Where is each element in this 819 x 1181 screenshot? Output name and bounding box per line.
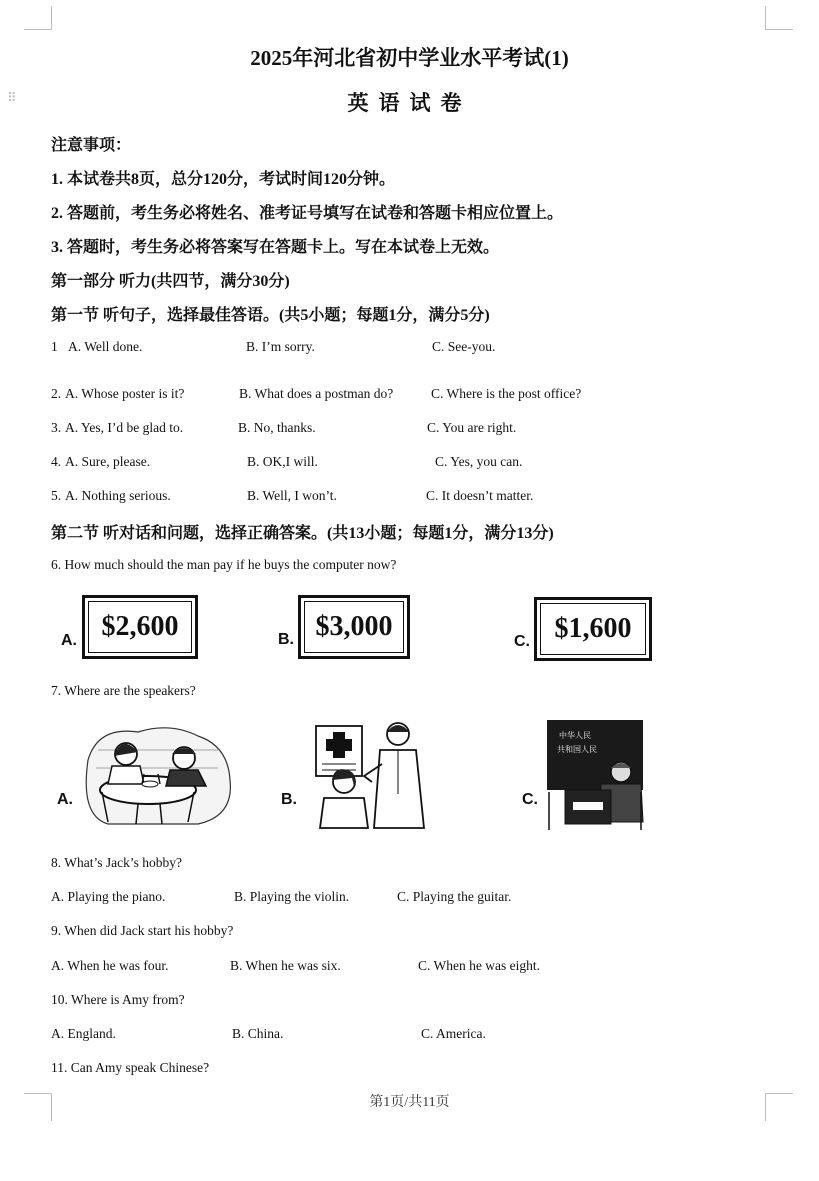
- option-label: A.: [57, 791, 73, 808]
- question-6-text: 6. How much should the man pay if he buys the computer now?: [51, 557, 397, 572]
- q10-option-a: A. England.: [51, 1026, 116, 1041]
- q8-option-c: C. Playing the guitar.: [397, 889, 512, 904]
- option-b: B. Well, I won’t.: [247, 488, 337, 503]
- note-item-2: 2. 答题前，考生务必将姓名、准考证号填写在试卷和答题卡相应位置上。: [51, 205, 564, 222]
- board-text-line-1: 中华人民: [559, 731, 591, 740]
- price-tag: [298, 595, 410, 659]
- price-amount: $1,600: [540, 603, 646, 655]
- crop-mark-top-left: [24, 6, 52, 30]
- restaurant-scene-icon: [78, 720, 234, 830]
- section2-heading: 第二节 听对话和问题，选择正确答案。(共13小题；每题1分，满分13分): [51, 525, 554, 542]
- option-a: A. Whose poster is it?: [65, 386, 185, 401]
- option-a: A. Sure, please.: [65, 454, 151, 469]
- board-text-line-2: 共和国人民: [557, 745, 597, 754]
- q8-option-b: B. Playing the violin.: [234, 889, 350, 904]
- question-11-text: 11. Can Amy speak Chinese?: [51, 1060, 210, 1075]
- note-item-3: 3. 答题时，考生务必将答案写在答题卡上。写在本试卷上无效。: [51, 239, 500, 256]
- option-b: B. I’m sorry.: [246, 339, 315, 354]
- classroom-scene-icon: [545, 718, 645, 830]
- q10-option-b: B. China.: [232, 1026, 284, 1041]
- option-label: C.: [514, 633, 530, 650]
- q9-option-b: B. When he was six.: [230, 958, 341, 973]
- question-10-text: 10. Where is Amy from?: [51, 992, 185, 1007]
- option-c: C. Yes, you can.: [435, 454, 523, 469]
- crop-mark-top-right: [765, 6, 793, 30]
- q9-option-c: C. When he was eight.: [418, 958, 540, 973]
- notes-heading: 注意事项：: [51, 137, 132, 154]
- option-b: B. OK,I will.: [247, 454, 318, 469]
- option-b: B. What does a postman do?: [239, 386, 394, 401]
- hospital-scene-icon: [302, 720, 428, 830]
- option-label: A.: [61, 632, 77, 649]
- question-number: 1: [51, 339, 58, 354]
- option-b: B. No, thanks.: [238, 420, 316, 435]
- option-c: C. Where is the post office?: [431, 386, 582, 401]
- question-7-text: 7. Where are the speakers?: [51, 683, 196, 698]
- option-a: A. Yes, I’d be glad to.: [65, 420, 184, 435]
- price-tag: [534, 597, 652, 661]
- question-number: 2.: [51, 386, 62, 401]
- option-label: B.: [281, 791, 297, 808]
- price-amount: $3,000: [304, 601, 404, 653]
- option-c: C. It doesn’t matter.: [426, 488, 534, 503]
- section1-heading: 第一节 听句子，选择最佳答语。(共5小题；每题1分，满分5分): [51, 307, 490, 324]
- question-8-text: 8. What’s Jack’s hobby?: [51, 855, 182, 870]
- option-c: C. See-you.: [432, 339, 496, 354]
- q10-option-c: C. America.: [421, 1026, 486, 1041]
- question-number: 5.: [51, 488, 62, 503]
- note-item-1: 1. 本试卷共8页，总分120分，考试时间120分钟。: [51, 171, 396, 188]
- drag-handle-icon[interactable]: ⠿: [7, 91, 16, 106]
- question-number: 4.: [51, 454, 62, 469]
- page-title: 2025年河北省初中学业水平考试(1): [250, 46, 569, 70]
- q8-option-a: A. Playing the piano.: [51, 889, 166, 904]
- option-label: C.: [522, 791, 538, 808]
- price-amount: $2,600: [88, 601, 192, 653]
- option-c: C. You are right.: [427, 420, 517, 435]
- page-footer: 第1页/共11页: [369, 1095, 450, 1110]
- price-tag: [82, 595, 198, 659]
- option-label: B.: [278, 631, 294, 648]
- question-9-text: 9. When did Jack start his hobby?: [51, 923, 234, 938]
- option-a: A. Well done.: [68, 339, 143, 354]
- page-subtitle: 英语试卷: [347, 91, 472, 115]
- option-a: A. Nothing serious.: [65, 488, 171, 503]
- part1-heading: 第一部分 听力(共四节，满分30分): [51, 273, 290, 290]
- question-number: 3.: [51, 420, 62, 435]
- q9-option-a: A. When he was four.: [51, 958, 169, 973]
